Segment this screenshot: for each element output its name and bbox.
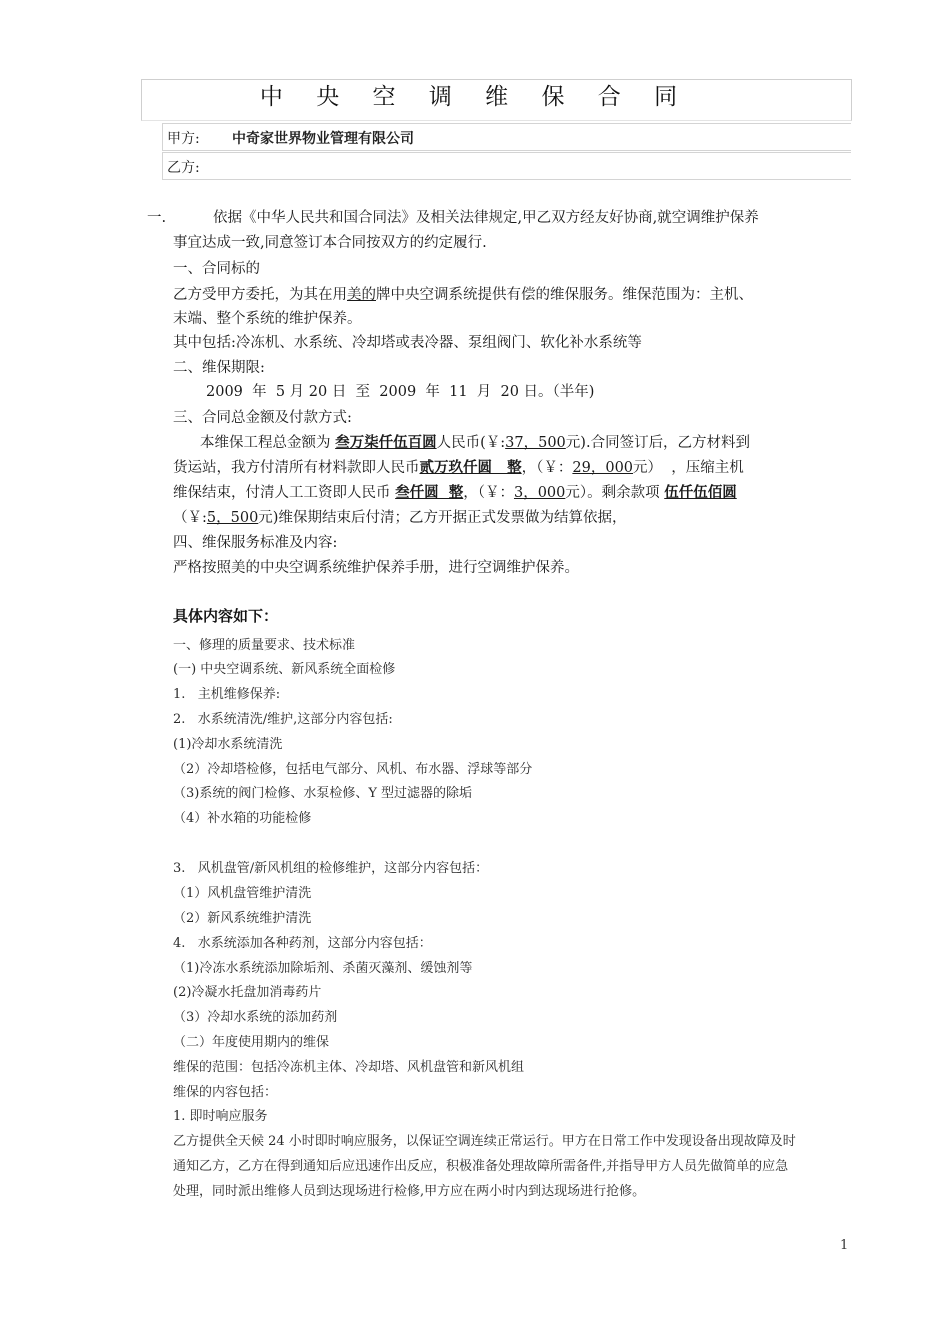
detail-item: （二）年度使用期内的维保 [173,1035,330,1050]
intro-line-2: 事宜达成一致,同意签订本合同按双方的约定履行. [173,235,487,251]
payment-line-3: 维保结束，付清人工工资即人民币 叁仟圆 整，（￥：3，000元）。剩余款项 伍仟伍佰圆 [173,484,737,501]
material-amount-number: 29，000 [572,460,634,476]
remaining-amount-number: 5，500 [206,510,259,526]
detail-item: （2）冷却塔检修，包括电气部分、风机、布水器、浮球等部分 [173,762,533,777]
party-a-label: 甲方: [167,131,200,147]
detail-item: (2)冷凝水托盘加消毒药片 [173,985,322,1000]
remaining-amount-words: 伍仟伍佰圆 [664,484,737,501]
detail-item: （1）风机盘管维护清洗 [173,886,312,901]
detail-item: （3)系统的阀门检修、水泵检修、Y 型过滤器的除垢 [173,786,473,801]
detail-item: 1. 即时响应服务 [173,1109,268,1124]
section-1-line-2: 末端、整个系统的维护保养。 [173,311,362,327]
detail-item: 4. 水系统添加各种药剂，这部分内容包括： [173,936,432,951]
detail-item: 维保的内容包括： [173,1085,278,1100]
total-amount-words: 叁万柒仟伍百圆 [335,434,437,451]
labor-amount-words: 叁仟圆 整 [395,484,464,501]
section-1-line-1: 乙方受甲方委托，为其在用美的牌中央空调系统提供有偿的维保服务。维保范围为：主机、 [173,287,753,303]
section-4-line-1: 严格按照美的中央空调系统维护保养手册，进行空调维护保养。 [173,560,579,576]
detail-item: 维保的范围：包括冷冻机主体、冷却塔、风机盘管和新风机组 [173,1060,525,1075]
section-1-line-3: 其中包括:冷冻机、水系统、冷却塔或表冷器、泵组阀门、软化补水系统等 [173,335,642,351]
detail-item: (1)冷却水系统清洗 [173,737,283,752]
party-b-label: 乙方: [167,160,200,176]
detail-item: （1)冷冻水系统添加除垢剂、杀菌灭藻剂、缓蚀剂等 [173,961,473,976]
detail-item: 3. 风机盘管/新风机组的检修维护，这部分内容包括： [173,861,489,876]
detail-item: (一) 中央空调系统、新风系统全面检修 [173,662,396,677]
detail-item: （4）补水箱的功能检修 [173,811,312,826]
brand-name: 美的 [347,287,376,303]
detail-item: （2）新风系统维护清洗 [173,911,312,926]
detail-item: 乙方提供全天候 24 小时即时响应服务，以保证空调连续正常运行。甲方在日常工作中发现设备出现故障及时 [173,1134,796,1149]
intro-line-1: 依据《中华人民共和国合同法》及相关法律规定,甲乙双方经友好协商,就空调维护保养 [213,210,759,226]
detail-item: 通知乙方，乙方在得到通知后应迅速作出反应，积极准备处理故障所需备件,并指导甲方人员先做简单的应急 [173,1159,789,1174]
payment-line-2: 货运站，我方付清所有材料款即人民币贰万玖仟圆 整，（￥：29，000元） ，压缩主机 [173,459,744,476]
page-number: 1 [840,1238,849,1253]
detail-item: 处理，同时派出维修人员到达现场进行检修,甲方应在两小时内到达现场进行抢修。 [173,1184,646,1199]
detail-item: 2. 水系统清洗/维护,这部分内容包括: [173,712,393,727]
detail-item: （3）冷却水系统的添加药剂 [173,1010,338,1025]
total-amount-number: 37，500 [505,435,566,451]
intro-number: 一. [147,210,167,226]
labor-amount-number: 3，000 [513,485,566,501]
section-1-heading: 一、合同标的 [173,261,260,277]
detail-item: 1. 主机维修保养: [173,687,281,702]
material-amount-words: 贰万玖仟圆 整 [419,459,522,476]
detail-item: 一、修理的质量要求、技术标准 [173,638,356,653]
party-a-value: 中奇家世界物业管理有限公司 [232,131,414,147]
section-2-heading: 二、维保期限: [173,360,265,376]
payment-line-1: 本维保工程总金额为 叁万柒仟伍百圆人民币(￥:37，500元).合同签订后，乙方材料到 [200,434,751,451]
section-4-heading: 四、维保服务标准及内容: [173,535,338,551]
details-heading: 具体内容如下： [173,607,279,625]
service-period: 2009 年 5 月 20 日 至 2009 年 11 月 20 日。（半年) [206,384,595,400]
party-b-row [162,152,851,180]
document-title: 中 央 空 调 维 保 合 同 [259,84,691,110]
payment-line-4: （￥:5，500元)维保期结束后付清；乙方开据正式发票做为结算依据， [173,510,627,526]
section-3-heading: 三、合同总金额及付款方式: [173,410,352,426]
